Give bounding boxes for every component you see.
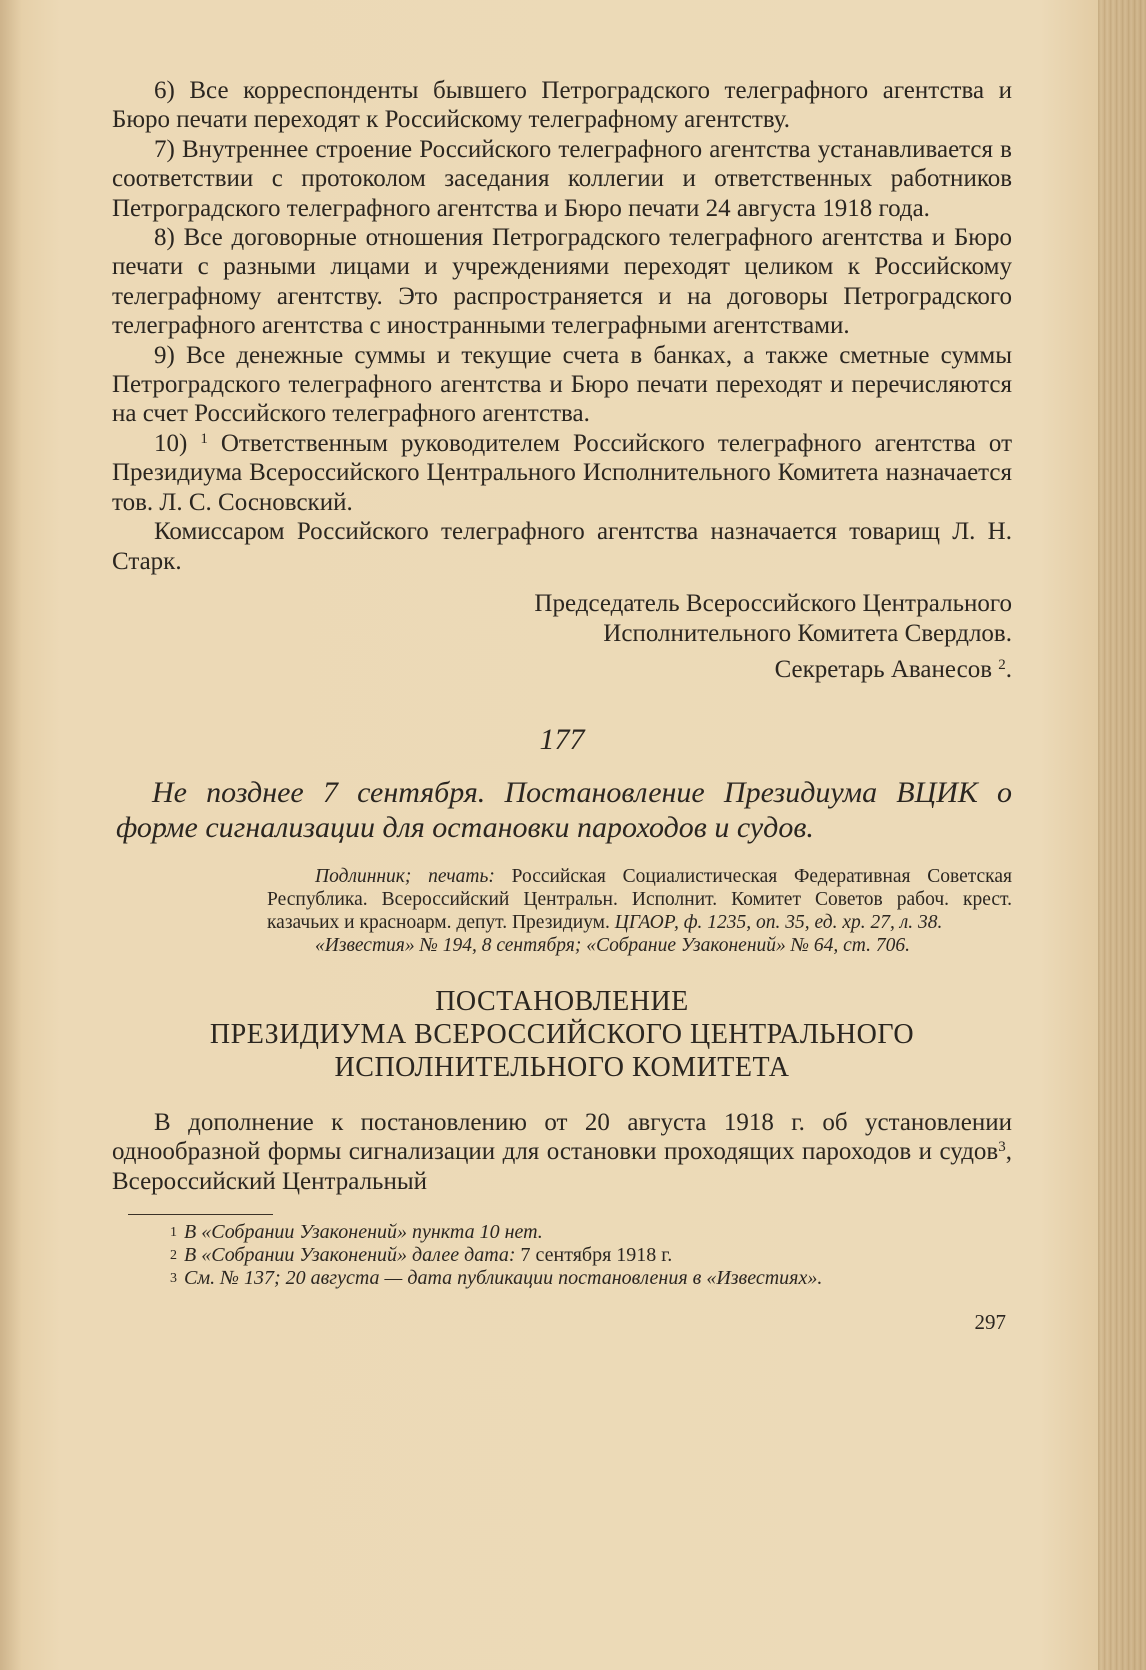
signature-end: . [1005,655,1012,683]
footnote-2 [112,1244,1012,1267]
footnote-3 [112,1267,1012,1290]
body-text-after: , Всероссийский Центральный [112,1138,1012,1195]
resolution-body [112,1108,1012,1196]
source-archive: ЦГАОР, ф. 1235, оп. 35, ед. хр. 27, л. 38. [614,911,943,933]
paragraph-8: 8) Все договорные отношения Петроградского телеграфного агентства и Бюро печати с разными лицами и учреждениями переходят целиком к Российскому телеграфному агентству. Это распространяется и на договоры Петроградского телеграфного агентства с иностранными телеграфными агентствами. [112,224,1012,340]
paragraph-10-text: Ответственным руководителем Российского телеграфного агентства от Президиума Всероссийского Центрального Исполнительного Комитета назначается тов. Л. С. Сосновский. [112,429,1013,516]
footnote-2-italic: В «Собрании Узаконений» далее дата: [184,1244,516,1267]
source-publication: «Известия» № 194, 8 сентября; «Собрание Узаконений» № 64, ст. 706. [315,934,910,956]
page-edge [1098,0,1146,1670]
footnote-ref-1: 1 [200,430,208,447]
footnote-1-mark: 1 [170,1225,177,1241]
document-body [112,76,1012,1335]
source-label: Подлинник; печать: [315,865,495,887]
title-line-1: ПОСТАНОВЛЕНИЕ [435,985,689,1017]
footnote-ref-2: 2 [998,656,1006,673]
footnote-1 [112,1221,1012,1244]
footnote-3-italic: См. № 137; 20 августа — дата публикации постановления в «Известиях». [184,1267,823,1290]
source-text: Российская Социалистическая Федеративная Советская Республика. Всероссийский Центральн. Исполнит. Комитет Советов рабоч. крест. казачьих и красноарм. депут. Президиум. [267,865,1012,933]
paragraph-10-prefix: 10) [154,429,188,457]
body-text-before: В дополнение к постановлению от 20 августа 1918 г. об установлении однообразной формы сигнализации для остановки проходящих пароходов и судов [112,1108,1012,1166]
footnote-2-mark: 2 [170,1248,177,1264]
paragraph-7: 7) Внутреннее строение Российского телеграфного агентства устанавливается в соответствии с протоколом заседания коллегии и ответственных работников Петроградского телеграфного агентства и Бюро печати 24 августа 1918 года. [112,135,1012,222]
signature-line-1: Председатель Всероссийского Центрального [534,589,1012,617]
document-heading: Не позднее 7 сентября. Постановление Президиума ВЦИК о форме сигнализации для остановки пароходов и судов. [116,775,1012,844]
signature-secretary: Секретарь Аванесов [774,655,992,683]
footnote-ref-3: 3 [998,1139,1006,1156]
resolution-title [112,985,1012,1084]
signature-line-3 [112,655,1012,685]
source-original [267,865,1012,934]
paragraph-commissar: Комиссаром Российского телеграфного агентства назначается товарищ Л. Н. Старк. [112,518,1012,575]
title-line-2: ПРЕЗИДИУМА ВСЕРОССИЙСКОГО ЦЕНТРАЛЬНОГО [209,1018,915,1050]
page-number: 297 [974,1310,1006,1335]
paragraph-10 [112,429,1012,517]
footnote-2-normal: 7 сентября 1918 г. [515,1244,673,1267]
paragraph-9: 9) Все денежные суммы и текущие счета в банках, а также сметные суммы Петроградского телеграфного агентства и Бюро печати переходят и перечисляются на счет Российского телеграфного агентства. [112,341,1012,428]
footnote-1-italic: В «Собрании Узаконений» пункта 10 нет. [184,1221,543,1244]
paragraph-6: 6) Все корреспонденты бывшего Петроградского телеграфного агентства и Бюро печати переходят к Российскому телеграфному агентству. [112,77,1012,134]
document-number: 177 [539,722,585,756]
footnote-divider [128,1214,273,1215]
source-note [267,865,1012,957]
signature-line-2: Исполнительного Комитета Свердлов. [603,619,1012,647]
title-line-3: ИСПОЛНИТЕЛЬНОГО КОМИТЕТА [334,1051,790,1083]
footnote-3-mark: 3 [170,1271,177,1287]
